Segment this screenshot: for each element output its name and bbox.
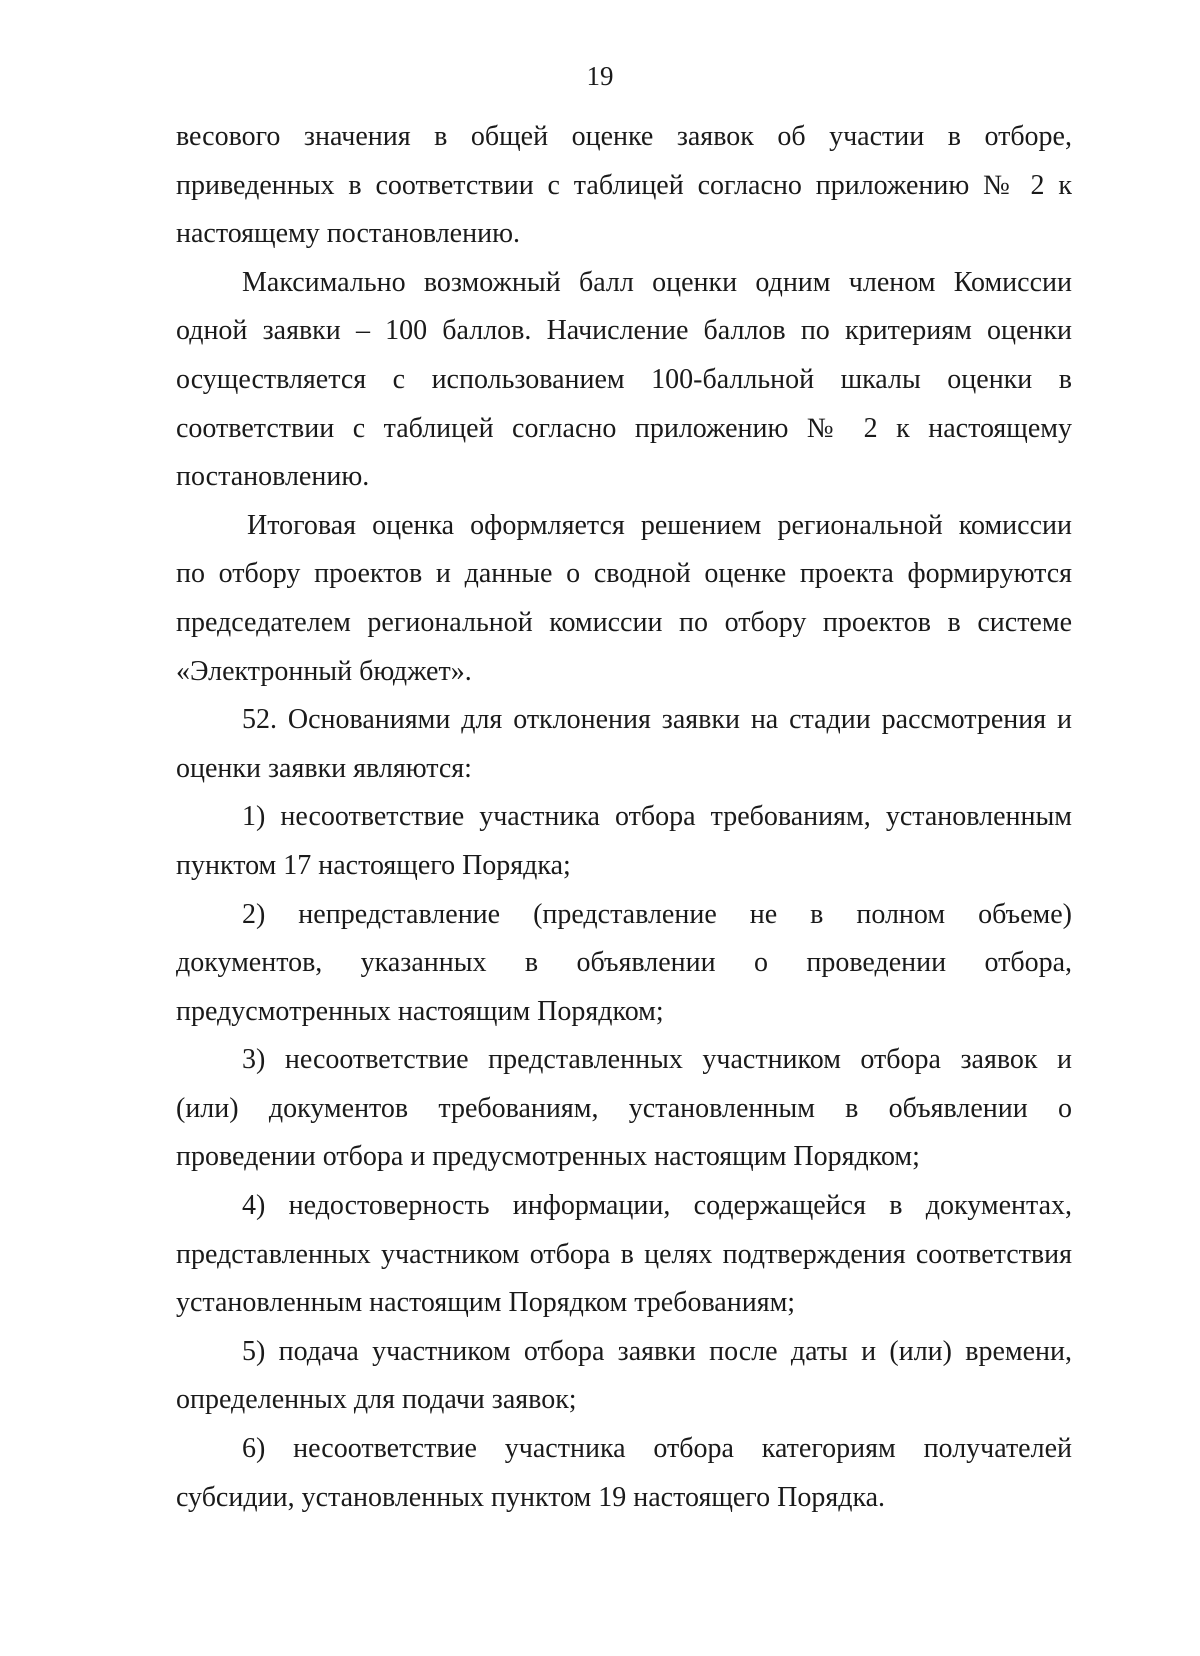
paragraph-weight-value: [176, 113, 1072, 259]
text-line: весового значения в общей оценке заявок об участии в отборе,: [176, 121, 1072, 152]
text-line: одной заявки – 100 баллов. Начисление баллов по критериям оценки: [176, 315, 1072, 347]
list-item-3: [176, 1036, 1072, 1182]
list-item-2: [176, 891, 1072, 1037]
list-item-6: [176, 1425, 1072, 1522]
text-line: приведенных в соответствии с таблицей согласно приложению № 2 к: [176, 169, 1072, 201]
text-line: постановлению.: [176, 461, 370, 493]
list-item-1: [176, 793, 1072, 890]
text-line: «Электронный бюджет».: [176, 655, 472, 687]
paragraph-52-grounds: [176, 696, 1072, 793]
paragraph-final-score: [176, 502, 1072, 696]
text-line: по отбору проектов и данные о сводной оценке проекта формируются: [176, 558, 1072, 590]
text-line: соответствии с таблицей согласно приложению № 2 к настоящему: [176, 412, 1072, 444]
text-line: 2) непредставление (представление не в полном объеме): [242, 898, 1072, 930]
text-line: предусмотренных настоящим Порядком;: [176, 995, 664, 1027]
text-line: 5) подача участником отбора заявки после даты и (или) времени,: [242, 1335, 1072, 1367]
paragraph-max-score: [176, 259, 1072, 502]
text-line: Максимально возможный балл оценки одним членом Комиссии: [242, 266, 1072, 298]
page-number: 19: [586, 61, 614, 91]
text-line: 3) несоответствие представленных участником отбора заявок и: [242, 1044, 1072, 1076]
text-line: осуществляется с использованием 100-балльной шкалы оценки в: [176, 363, 1072, 395]
text-line: проведении отбора и предусмотренных настоящим Порядком;: [176, 1141, 920, 1173]
text-line: 4) недостоверность информации, содержащейся в документах,: [242, 1190, 1072, 1222]
text-line: представленных участником отбора в целях подтверждения соответствия: [176, 1238, 1072, 1270]
text-line: председателем региональной комиссии по отбору проектов в системе: [176, 606, 1072, 638]
text-line: пунктом 17 настоящего Порядка;: [176, 849, 571, 881]
text-line: установленным настоящим Порядком требованиям;: [176, 1287, 796, 1319]
text-line: документов, указанных в объявлении о проведении отбора,: [176, 947, 1072, 979]
text-line: настоящему постановлению.: [176, 218, 520, 250]
text-line: 6) несоответствие участника отбора категориям получателей: [242, 1433, 1072, 1465]
text-line: 1) несоответствие участника отбора требованиям, установленным: [242, 801, 1072, 833]
text-line: субсидии, установленных пунктом 19 настоящего Порядка.: [176, 1481, 886, 1513]
document-body: [176, 113, 1072, 1522]
text-line: 52. Основаниями для отклонения заявки на стадии рассмотрения и: [242, 704, 1072, 736]
text-line: Итоговая оценка оформляется решением региональной комиссии: [247, 509, 1072, 541]
list-item-4: [176, 1182, 1072, 1328]
text-line: (или) документов требованиям, установленным в объявлении о: [176, 1092, 1072, 1124]
text-line: определенных для подачи заявок;: [176, 1384, 577, 1416]
list-item-5: [176, 1328, 1072, 1425]
text-line: оценки заявки являются:: [176, 752, 472, 784]
